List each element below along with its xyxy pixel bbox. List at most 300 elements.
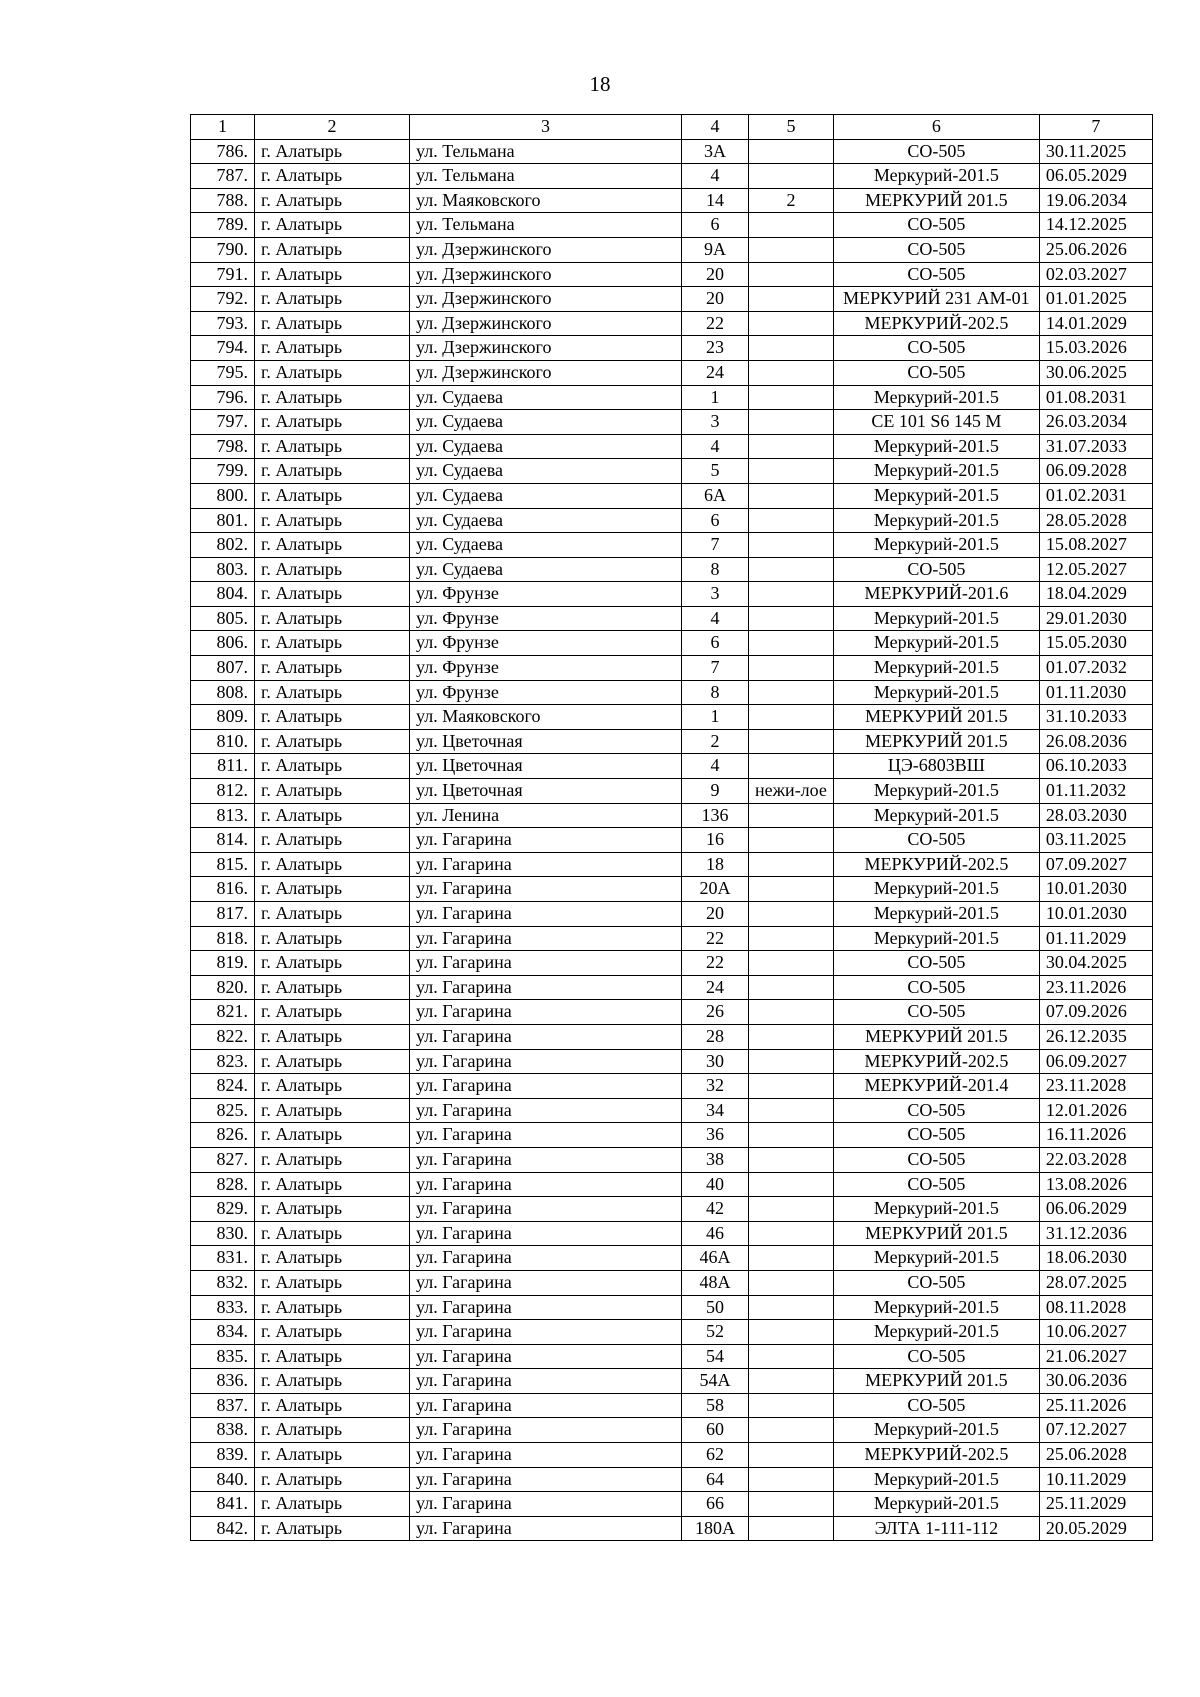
cell-street: ул. Гагарина: [410, 1221, 682, 1246]
cell-row-number: 835.: [191, 1344, 255, 1369]
cell-meter-model: СО-505: [833, 1123, 1039, 1148]
cell-verification-date: 18.06.2030: [1039, 1246, 1152, 1271]
cell-house-number: 48А: [682, 1270, 749, 1295]
cell-verification-date: 31.10.2033: [1039, 705, 1152, 730]
cell-verification-date: 29.01.2030: [1039, 606, 1152, 631]
cell-apartment: [749, 287, 834, 312]
cell-house-number: 14: [682, 188, 749, 213]
cell-row-number: 822.: [191, 1024, 255, 1049]
cell-row-number: 842.: [191, 1516, 255, 1541]
cell-house-number: 4: [682, 754, 749, 779]
cell-row-number: 823.: [191, 1049, 255, 1074]
cell-street: ул. Фрунзе: [410, 582, 682, 607]
cell-row-number: 791.: [191, 262, 255, 287]
cell-apartment: [749, 1221, 834, 1246]
cell-house-number: 3: [682, 410, 749, 435]
cell-city: г. Алатырь: [255, 1443, 410, 1468]
cell-row-number: 838.: [191, 1418, 255, 1443]
header-col-city: 2: [255, 115, 410, 140]
cell-meter-model: Меркурий-201.5: [833, 164, 1039, 189]
cell-meter-model: СО-505: [833, 1393, 1039, 1418]
cell-city: г. Алатырь: [255, 1221, 410, 1246]
cell-house-number: 54: [682, 1344, 749, 1369]
cell-city: г. Алатырь: [255, 1024, 410, 1049]
cell-house-number: 42: [682, 1197, 749, 1222]
cell-house-number: 22: [682, 311, 749, 336]
cell-apartment: [749, 262, 834, 287]
cell-city: г. Алатырь: [255, 779, 410, 804]
cell-house-number: 6: [682, 213, 749, 238]
cell-apartment: [749, 164, 834, 189]
cell-street: ул. Тельмана: [410, 213, 682, 238]
cell-house-number: 4: [682, 164, 749, 189]
cell-house-number: 4: [682, 434, 749, 459]
cell-house-number: 36: [682, 1123, 749, 1148]
table-row: [191, 1320, 1153, 1345]
cell-verification-date: 01.11.2029: [1039, 926, 1152, 951]
cell-verification-date: 26.08.2036: [1039, 729, 1152, 754]
cell-verification-date: 06.10.2033: [1039, 754, 1152, 779]
cell-apartment: [749, 705, 834, 730]
cell-meter-model: СО-505: [833, 951, 1039, 976]
cell-street: ул. Гагарина: [410, 1516, 682, 1541]
cell-apartment: [749, 410, 834, 435]
header-col-apartment: 5: [749, 115, 834, 140]
cell-house-number: 1: [682, 385, 749, 410]
cell-house-number: 52: [682, 1320, 749, 1345]
cell-city: г. Алатырь: [255, 1344, 410, 1369]
cell-row-number: 802.: [191, 533, 255, 558]
cell-street: ул. Цветочная: [410, 754, 682, 779]
cell-city: г. Алатырь: [255, 1197, 410, 1222]
cell-verification-date: 01.11.2032: [1039, 779, 1152, 804]
cell-house-number: 5: [682, 459, 749, 484]
cell-street: ул. Гагарина: [410, 1049, 682, 1074]
cell-apartment: [749, 902, 834, 927]
header-col-meter-model: 6: [833, 115, 1039, 140]
cell-verification-date: 26.12.2035: [1039, 1024, 1152, 1049]
cell-apartment: [749, 754, 834, 779]
cell-apartment: [749, 1418, 834, 1443]
cell-city: г. Алатырь: [255, 237, 410, 262]
cell-city: г. Алатырь: [255, 582, 410, 607]
cell-meter-model: СО-505: [833, 1000, 1039, 1025]
cell-street: ул. Гагарина: [410, 1418, 682, 1443]
table-row: [191, 779, 1153, 804]
cell-city: г. Алатырь: [255, 705, 410, 730]
cell-city: г. Алатырь: [255, 311, 410, 336]
cell-house-number: 46: [682, 1221, 749, 1246]
cell-row-number: 786.: [191, 139, 255, 164]
cell-apartment: [749, 213, 834, 238]
table-row: [191, 385, 1153, 410]
cell-row-number: 813.: [191, 803, 255, 828]
cell-apartment: [749, 1098, 834, 1123]
cell-apartment: [749, 434, 834, 459]
cell-verification-date: 15.08.2027: [1039, 533, 1152, 558]
cell-meter-model: МЕРКУРИЙ-201.6: [833, 582, 1039, 607]
cell-row-number: 798.: [191, 434, 255, 459]
cell-apartment: [749, 951, 834, 976]
cell-apartment: [749, 1123, 834, 1148]
table-row: [191, 1492, 1153, 1517]
cell-house-number: 24: [682, 975, 749, 1000]
cell-verification-date: 01.01.2025: [1039, 287, 1152, 312]
cell-city: г. Алатырь: [255, 951, 410, 976]
cell-verification-date: 22.03.2028: [1039, 1147, 1152, 1172]
table-row: [191, 188, 1153, 213]
cell-house-number: 8: [682, 680, 749, 705]
cell-house-number: 20: [682, 902, 749, 927]
cell-city: г. Алатырь: [255, 188, 410, 213]
header-col-house: 4: [682, 115, 749, 140]
cell-row-number: 795.: [191, 360, 255, 385]
cell-meter-model: СО-505: [833, 975, 1039, 1000]
cell-meter-model: СО-505: [833, 1172, 1039, 1197]
cell-row-number: 801.: [191, 508, 255, 533]
cell-street: ул. Гагарина: [410, 1467, 682, 1492]
cell-apartment: нежи-лое: [749, 779, 834, 804]
cell-row-number: 792.: [191, 287, 255, 312]
cell-verification-date: 28.07.2025: [1039, 1270, 1152, 1295]
table-row: [191, 1147, 1153, 1172]
cell-row-number: 806.: [191, 631, 255, 656]
cell-house-number: 18: [682, 852, 749, 877]
cell-street: ул. Судаева: [410, 459, 682, 484]
cell-row-number: 800.: [191, 483, 255, 508]
cell-meter-model: CE 101 S6 145 M: [833, 410, 1039, 435]
cell-city: г. Алатырь: [255, 680, 410, 705]
cell-street: ул. Гагарина: [410, 926, 682, 951]
cell-meter-model: Меркурий-201.5: [833, 459, 1039, 484]
table-row: [191, 1467, 1153, 1492]
cell-apartment: [749, 582, 834, 607]
cell-meter-model: Меркурий-201.5: [833, 1295, 1039, 1320]
cell-row-number: 841.: [191, 1492, 255, 1517]
cell-verification-date: 23.11.2028: [1039, 1074, 1152, 1099]
cell-verification-date: 07.09.2027: [1039, 852, 1152, 877]
cell-city: г. Алатырь: [255, 1393, 410, 1418]
cell-row-number: 833.: [191, 1295, 255, 1320]
table-row: [191, 754, 1153, 779]
cell-city: г. Алатырь: [255, 1147, 410, 1172]
header-col-street: 3: [410, 115, 682, 140]
cell-meter-model: СО-505: [833, 336, 1039, 361]
cell-meter-model: МЕРКУРИЙ 201.5: [833, 188, 1039, 213]
cell-meter-model: МЕРКУРИЙ 201.5: [833, 1024, 1039, 1049]
cell-house-number: 46А: [682, 1246, 749, 1271]
cell-meter-model: Меркурий-201.5: [833, 1320, 1039, 1345]
cell-apartment: [749, 1049, 834, 1074]
cell-apartment: [749, 1443, 834, 1468]
cell-meter-model: СО-505: [833, 557, 1039, 582]
cell-verification-date: 02.03.2027: [1039, 262, 1152, 287]
cell-verification-date: 15.05.2030: [1039, 631, 1152, 656]
cell-street: ул. Гагарина: [410, 1320, 682, 1345]
cell-city: г. Алатырь: [255, 1492, 410, 1517]
cell-verification-date: 30.11.2025: [1039, 139, 1152, 164]
page-number: 18: [589, 72, 611, 96]
cell-verification-date: 01.07.2032: [1039, 656, 1152, 681]
cell-verification-date: 30.04.2025: [1039, 951, 1152, 976]
cell-row-number: 839.: [191, 1443, 255, 1468]
cell-verification-date: 30.06.2025: [1039, 360, 1152, 385]
cell-apartment: [749, 1270, 834, 1295]
cell-row-number: 810.: [191, 729, 255, 754]
cell-verification-date: 01.08.2031: [1039, 385, 1152, 410]
cell-city: г. Алатырь: [255, 508, 410, 533]
cell-street: ул. Дзержинского: [410, 336, 682, 361]
table-row: [191, 852, 1153, 877]
cell-row-number: 836.: [191, 1369, 255, 1394]
cell-apartment: [749, 656, 834, 681]
table-row: [191, 434, 1153, 459]
header-col-verification-date: 7: [1039, 115, 1152, 140]
table-row: [191, 1000, 1153, 1025]
cell-house-number: 40: [682, 1172, 749, 1197]
cell-street: ул. Фрунзе: [410, 680, 682, 705]
cell-city: г. Алатырь: [255, 1172, 410, 1197]
cell-house-number: 20: [682, 287, 749, 312]
cell-city: г. Алатырь: [255, 754, 410, 779]
table-row: [191, 606, 1153, 631]
cell-house-number: 22: [682, 926, 749, 951]
cell-street: ул. Гагарина: [410, 1492, 682, 1517]
cell-house-number: 66: [682, 1492, 749, 1517]
table-row: [191, 631, 1153, 656]
cell-house-number: 24: [682, 360, 749, 385]
cell-apartment: [749, 1516, 834, 1541]
table-row: [191, 926, 1153, 951]
cell-row-number: 830.: [191, 1221, 255, 1246]
cell-row-number: 834.: [191, 1320, 255, 1345]
cell-row-number: 814.: [191, 828, 255, 853]
cell-meter-model: СО-505: [833, 1098, 1039, 1123]
cell-city: г. Алатырь: [255, 213, 410, 238]
cell-house-number: 9А: [682, 237, 749, 262]
table-row: [191, 459, 1153, 484]
cell-apartment: [749, 1393, 834, 1418]
cell-row-number: 831.: [191, 1246, 255, 1271]
cell-apartment: [749, 975, 834, 1000]
cell-meter-model: СО-505: [833, 1270, 1039, 1295]
cell-house-number: 6А: [682, 483, 749, 508]
cell-apartment: [749, 1320, 834, 1345]
cell-row-number: 832.: [191, 1270, 255, 1295]
table-row: [191, 1393, 1153, 1418]
cell-street: ул. Гагарина: [410, 1000, 682, 1025]
cell-apartment: [749, 1467, 834, 1492]
cell-city: г. Алатырь: [255, 139, 410, 164]
cell-street: ул. Судаева: [410, 385, 682, 410]
cell-verification-date: 25.11.2029: [1039, 1492, 1152, 1517]
cell-street: ул. Гагарина: [410, 828, 682, 853]
cell-apartment: [749, 1344, 834, 1369]
table-row: [191, 262, 1153, 287]
cell-city: г. Алатырь: [255, 1270, 410, 1295]
cell-meter-model: Меркурий-201.5: [833, 1197, 1039, 1222]
cell-apartment: [749, 483, 834, 508]
cell-house-number: 54А: [682, 1369, 749, 1394]
cell-row-number: 805.: [191, 606, 255, 631]
cell-verification-date: 26.03.2034: [1039, 410, 1152, 435]
table-row: [191, 1418, 1153, 1443]
cell-street: ул. Гагарина: [410, 902, 682, 927]
cell-row-number: 803.: [191, 557, 255, 582]
cell-meter-model: Меркурий-201.5: [833, 1246, 1039, 1271]
table-row: [191, 902, 1153, 927]
cell-meter-model: ЭЛТА 1-111-112: [833, 1516, 1039, 1541]
cell-row-number: 796.: [191, 385, 255, 410]
cell-meter-model: СО-505: [833, 213, 1039, 238]
cell-meter-model: МЕРКУРИЙ 231 АМ-01: [833, 287, 1039, 312]
cell-meter-model: Меркурий-201.5: [833, 533, 1039, 558]
cell-row-number: 817.: [191, 902, 255, 927]
cell-apartment: [749, 803, 834, 828]
table-row: [191, 410, 1153, 435]
cell-street: ул. Судаева: [410, 410, 682, 435]
cell-row-number: 816.: [191, 877, 255, 902]
table-row: [191, 1024, 1153, 1049]
cell-meter-model: Меркурий-201.5: [833, 877, 1039, 902]
cell-apartment: [749, 1024, 834, 1049]
cell-verification-date: 12.05.2027: [1039, 557, 1152, 582]
cell-street: ул. Гагарина: [410, 1295, 682, 1320]
cell-city: г. Алатырь: [255, 877, 410, 902]
cell-house-number: 60: [682, 1418, 749, 1443]
cell-verification-date: 16.11.2026: [1039, 1123, 1152, 1148]
cell-apartment: [749, 508, 834, 533]
cell-verification-date: 18.04.2029: [1039, 582, 1152, 607]
cell-house-number: 9: [682, 779, 749, 804]
cell-city: г. Алатырь: [255, 631, 410, 656]
cell-verification-date: 07.12.2027: [1039, 1418, 1152, 1443]
cell-meter-model: МЕРКУРИЙ-202.5: [833, 1049, 1039, 1074]
cell-city: г. Алатырь: [255, 1369, 410, 1394]
cell-apartment: [749, 1492, 834, 1517]
cell-street: ул. Гагарина: [410, 1369, 682, 1394]
cell-meter-model: Меркурий-201.5: [833, 803, 1039, 828]
cell-row-number: 829.: [191, 1197, 255, 1222]
cell-meter-model: МЕРКУРИЙ 201.5: [833, 729, 1039, 754]
cell-house-number: 30: [682, 1049, 749, 1074]
cell-street: ул. Судаева: [410, 533, 682, 558]
cell-city: г. Алатырь: [255, 1516, 410, 1541]
cell-meter-model: Меркурий-201.5: [833, 926, 1039, 951]
cell-house-number: 26: [682, 1000, 749, 1025]
cell-verification-date: 06.06.2029: [1039, 1197, 1152, 1222]
cell-verification-date: 20.05.2029: [1039, 1516, 1152, 1541]
cell-apartment: [749, 1295, 834, 1320]
cell-street: ул. Гагарина: [410, 1098, 682, 1123]
cell-verification-date: 06.05.2029: [1039, 164, 1152, 189]
table-row: [191, 582, 1153, 607]
cell-verification-date: 28.05.2028: [1039, 508, 1152, 533]
cell-street: ул. Гагарина: [410, 1344, 682, 1369]
cell-meter-model: Меркурий-201.5: [833, 385, 1039, 410]
cell-city: г. Алатырь: [255, 729, 410, 754]
cell-street: ул. Цветочная: [410, 729, 682, 754]
cell-house-number: 6: [682, 631, 749, 656]
cell-verification-date: 01.02.2031: [1039, 483, 1152, 508]
cell-meter-model: СО-505: [833, 1147, 1039, 1172]
cell-house-number: 62: [682, 1443, 749, 1468]
table-row: [191, 139, 1153, 164]
cell-house-number: 58: [682, 1393, 749, 1418]
cell-apartment: [749, 631, 834, 656]
cell-apartment: [749, 606, 834, 631]
cell-row-number: 787.: [191, 164, 255, 189]
cell-city: г. Алатырь: [255, 828, 410, 853]
cell-row-number: 797.: [191, 410, 255, 435]
cell-apartment: [749, 459, 834, 484]
cell-row-number: 794.: [191, 336, 255, 361]
cell-house-number: 3А: [682, 139, 749, 164]
cell-city: г. Алатырь: [255, 1049, 410, 1074]
cell-meter-model: Меркурий-201.5: [833, 680, 1039, 705]
cell-street: ул. Гагарина: [410, 1123, 682, 1148]
cell-street: ул. Гагарина: [410, 1147, 682, 1172]
cell-verification-date: 06.09.2027: [1039, 1049, 1152, 1074]
cell-house-number: 64: [682, 1467, 749, 1492]
cell-street: ул. Дзержинского: [410, 311, 682, 336]
cell-street: ул. Гагарина: [410, 1197, 682, 1222]
cell-meter-model: ЦЭ-6803ВШ: [833, 754, 1039, 779]
cell-house-number: 4: [682, 606, 749, 631]
table-row: [191, 1443, 1153, 1468]
cell-street: ул. Ленина: [410, 803, 682, 828]
cell-meter-model: МЕРКУРИЙ-202.5: [833, 1443, 1039, 1468]
cell-house-number: 8: [682, 557, 749, 582]
cell-house-number: 7: [682, 533, 749, 558]
cell-apartment: [749, 1074, 834, 1099]
cell-apartment: [749, 1147, 834, 1172]
cell-city: г. Алатырь: [255, 483, 410, 508]
cell-city: г. Алатырь: [255, 656, 410, 681]
cell-row-number: 790.: [191, 237, 255, 262]
cell-row-number: 811.: [191, 754, 255, 779]
cell-row-number: 789.: [191, 213, 255, 238]
table-row: [191, 1246, 1153, 1271]
cell-street: ул. Судаева: [410, 557, 682, 582]
cell-apartment: 2: [749, 188, 834, 213]
cell-house-number: 32: [682, 1074, 749, 1099]
cell-street: ул. Гагарина: [410, 975, 682, 1000]
cell-verification-date: 01.11.2030: [1039, 680, 1152, 705]
cell-verification-date: 25.06.2026: [1039, 237, 1152, 262]
cell-street: ул. Судаева: [410, 508, 682, 533]
cell-row-number: 826.: [191, 1123, 255, 1148]
cell-meter-model: Меркурий-201.5: [833, 508, 1039, 533]
table-row: [191, 803, 1153, 828]
cell-house-number: 20А: [682, 877, 749, 902]
cell-street: ул. Гагарина: [410, 852, 682, 877]
cell-apartment: [749, 533, 834, 558]
cell-row-number: 827.: [191, 1147, 255, 1172]
cell-verification-date: 08.11.2028: [1039, 1295, 1152, 1320]
cell-verification-date: 30.06.2036: [1039, 1369, 1152, 1394]
cell-row-number: 840.: [191, 1467, 255, 1492]
cell-street: ул. Фрунзе: [410, 631, 682, 656]
table-row: [191, 557, 1153, 582]
cell-apartment: [749, 1172, 834, 1197]
cell-house-number: 180А: [682, 1516, 749, 1541]
cell-meter-model: Меркурий-201.5: [833, 606, 1039, 631]
cell-row-number: 808.: [191, 680, 255, 705]
cell-city: г. Алатырь: [255, 1098, 410, 1123]
cell-verification-date: 14.12.2025: [1039, 213, 1152, 238]
cell-meter-model: СО-505: [833, 1344, 1039, 1369]
